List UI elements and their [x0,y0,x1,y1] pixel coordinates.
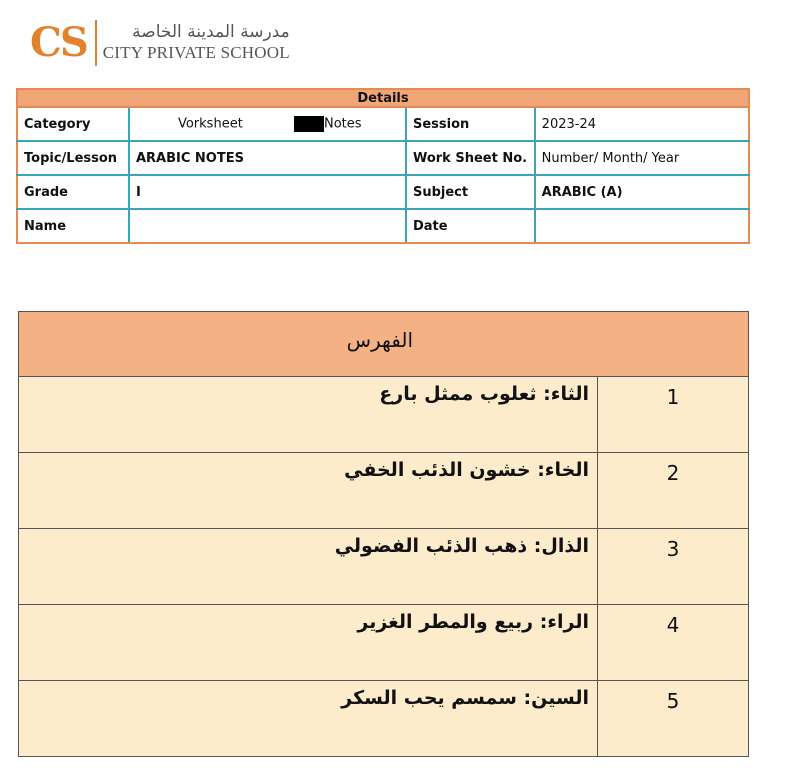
grade-label: Grade [17,175,129,209]
redaction-box [294,116,324,132]
worksheet-no-value: Number/ Month/ Year [535,141,749,175]
index-row [19,529,749,605]
index-row [19,453,749,529]
index-item-number: 4 [598,605,749,681]
details-row-topic [17,141,749,175]
details-row-grade [17,175,749,209]
subject-label: Subject [406,175,535,209]
name-value[interactable] [129,209,406,243]
logo-text [103,23,290,62]
date-label: Date [406,209,535,243]
index-item-text: السين: سمسم يحب السكر [19,681,598,757]
session-value: 2023-24 [535,107,749,141]
topic-value: ARABIC NOTES [129,141,406,175]
category-notes: Notes [323,116,362,132]
name-label: Name [17,209,129,243]
details-heading: Details [17,89,749,107]
date-value[interactable] [535,209,749,243]
topic-label: Topic/Lesson [17,141,129,175]
details-row-category [17,107,749,141]
details-table [16,88,750,244]
logo-divider [95,20,97,66]
school-name-english: CITY PRIVATE SCHOOL [102,43,290,62]
logo-mark: CS [30,19,87,66]
session-label: Session [406,107,535,141]
worksheet-no-label: Work Sheet No. [406,141,535,175]
index-item-number: 5 [598,681,749,757]
category-value [129,107,406,141]
index-item-number: 2 [598,453,749,529]
index-item-text: الراء: ربيع والمطر الغزير [19,605,598,681]
index-row [19,605,749,681]
index-item-text: الثاء: ثعلوب ممثل بارع [19,377,598,453]
school-logo [30,20,290,66]
subject-value: ARABIC (A) [535,175,749,209]
index-row [19,377,749,453]
index-item-number: 1 [598,377,749,453]
index-table [18,311,749,757]
grade-value: I [129,175,406,209]
index-item-number: 3 [598,529,749,605]
details-row-name [17,209,749,243]
index-item-text: الذال: ذهب الذئب الفضولي [19,529,598,605]
index-item-text: الخاء: خشون الذئب الخفي [19,453,598,529]
index-heading: الفهرس [19,312,749,377]
index-row [19,681,749,757]
category-worksheet: Vorksheet [177,116,243,132]
school-name-arabic: مدرسة المدينة الخاصة [132,22,290,43]
category-label: Category [17,107,129,141]
